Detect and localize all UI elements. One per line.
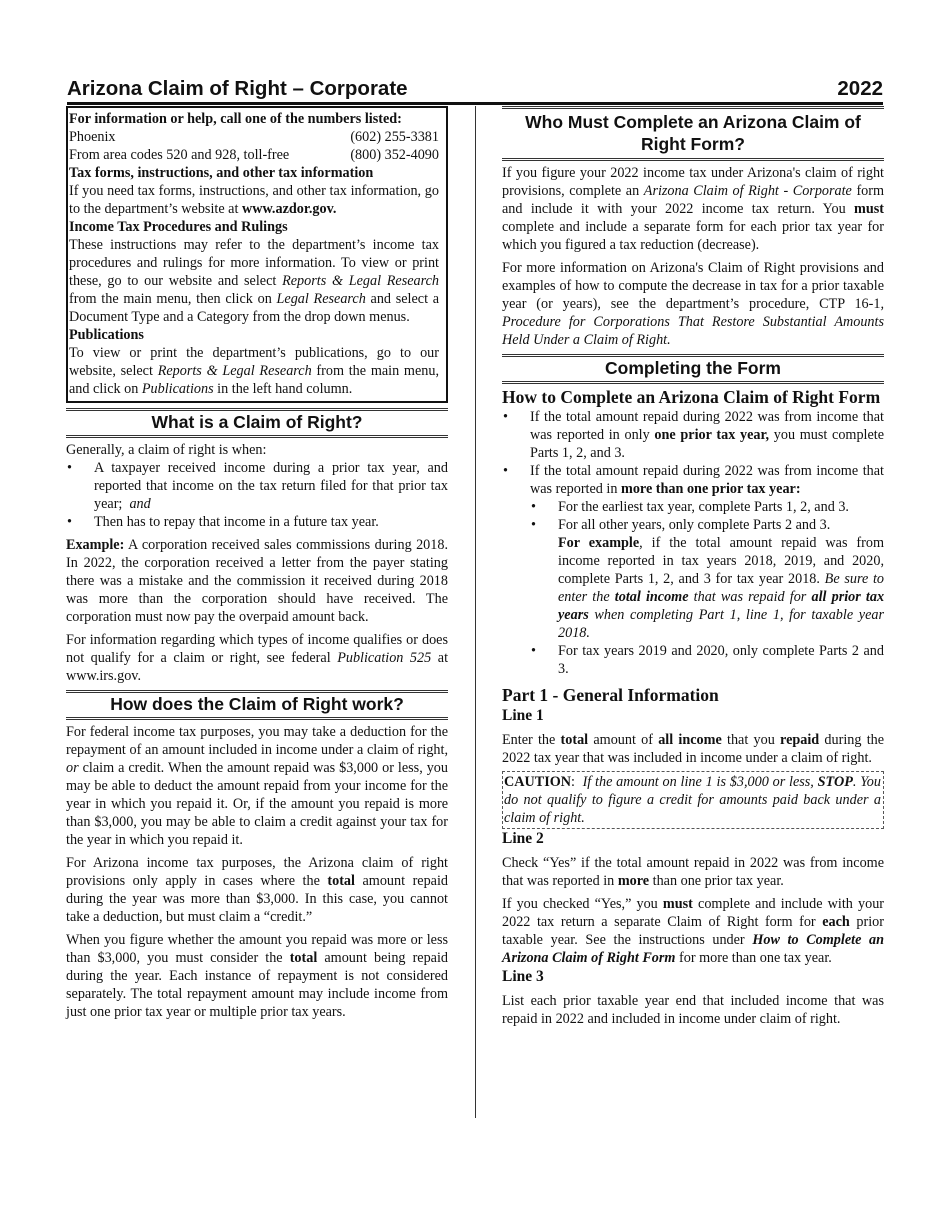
phone-number: (800) 352-4090 — [350, 147, 439, 163]
who-paragraph-1: If you figure your 2022 income tax under Arizona's claim of right provisions, complete an Arizona Claim of Right - Corporate form and include it with your 2022 income tax return. You must complete and include a separate form for each prior tax year for which you figured a tax reduction (decrease). — [502, 165, 885, 253]
list-item: • Then has to repay that income in a future tax year. — [66, 513, 448, 531]
forms-heading: Tax forms, instructions, and other tax information — [69, 165, 374, 181]
info-box — [66, 106, 448, 403]
list-item: • For all other years, only complete Parts 2 and 3. For example, if the total amount repaid was from income reported in tax years 2018, 2019, and 2020, complete Parts 1, 2, and 3 for tax year 2018. Be sure to enter the total income that was repaid for all prior tax years when completing Part 1, line 1, for taxable year 2018. — [530, 516, 884, 642]
what-bullets — [66, 459, 448, 531]
forms-paragraph: If you need tax forms, instructions, and other tax information, go to the department’s website at www.azdor.gov. — [69, 183, 439, 217]
how-paragraph-3: When you figure whether the amount you repaid was more or less than $3,000, you must consider the total amount being repaid during the year. Each instance of repayment is not considered separately. The total repayment amount may include income from just one prior tax year or multiple prior tax years. — [66, 932, 449, 1020]
page-year: 2022 — [837, 77, 883, 100]
part1-heading: Part 1 - General Information — [502, 685, 719, 705]
info-paragraph: For information regarding which types of income qualifies or does not qualify for a claim or right, see federal Publication 525 at www.irs.gov. — [66, 632, 449, 684]
completing-bullets — [502, 408, 884, 678]
list-item: • A taxpayer received income during a prior tax year, and reported that income on the tax return filed for that prior tax year; and — [66, 459, 448, 513]
who-paragraph-2: For more information on Arizona's Claim of Right provisions and examples of how to compute the decrease in tax for a prior taxable year (or years), see the department’s procedure, CTP 16-1, Procedure for Corporations That Restore Substantial Amounts Held Under a Claim of Right. — [502, 260, 884, 348]
phone-label: From area codes 520 and 928, toll-free — [69, 147, 290, 163]
what-intro: Generally, a claim of right is when: — [66, 442, 267, 458]
publications-paragraph: To view or print the department’s publications, go to our website, select Reports & Legal Research from the main menu, and click on Publications in the left hand column. — [69, 345, 440, 397]
page-title: Arizona Claim of Right – Corporate — [67, 77, 408, 100]
list-item: • For tax years 2019 and 2020, only complete Parts 2 and 3. — [530, 642, 884, 678]
line3-paragraph: List each prior taxable year end that included income that was repaid in 2022 and included in income under claim of right. — [502, 993, 884, 1027]
website-link[interactable]: www.azdor.gov. — [241, 201, 337, 217]
rulings-heading: Income Tax Procedures and Rulings — [69, 219, 288, 235]
caution-box: CAUTION: If the amount on line 1 is $3,000 or less, STOP. You do not qualify to figure a credit for amounts paid back under a claim of right. — [502, 771, 884, 829]
sub-bullets — [530, 498, 884, 678]
phone-label: Phoenix — [69, 129, 116, 145]
list-item: • If the total amount repaid during 2022 was from income that was reported in only one prior tax year, you must complete Parts 1, 2, and 3. — [502, 408, 884, 462]
phone-row-tollfree — [69, 146, 439, 164]
right-column — [502, 106, 884, 1028]
info-heading: For information or help, call one of the numbers listed: — [69, 111, 402, 127]
line2-paragraph-1: Check “Yes” if the total amount repaid in 2022 was from income that was reported in more than one prior tax year. — [502, 855, 884, 889]
line2-paragraph-2: If you checked “Yes,” you must complete and include with your 2022 tax return a separate Claim of Right form for each prior taxable year. See the instructions under How to Complete an Arizona Claim of Right Form for more than one tax year. — [502, 896, 885, 966]
example-paragraph: Example: A corporation received sales commissions during 2018. In 2022, the corporation received a letter from the payer stating there was a mistake and the commission it received during 2018 was more than the corporation should have received. The corporation must now pay the overpaid amount back. — [66, 537, 448, 625]
how-paragraph-2: For Arizona income tax purposes, the Arizona claim of right provisions only apply in cases where the total amount repaid during the year was more than $3,000. In this case, you cannot take a deduction, but must claim a “credit.” — [66, 855, 449, 925]
phone-row-phoenix — [69, 128, 439, 146]
phone-number: (602) 255-3381 — [350, 129, 439, 145]
left-column — [66, 106, 448, 1021]
section-heading-what: What is a Claim of Right? — [66, 408, 448, 438]
list-item: • For the earliest tax year, complete Parts 1, 2, and 3. — [530, 498, 884, 516]
line1-paragraph: Enter the total amount of all income that you repaid during the 2022 tax year that was included in income under a claim of right. — [502, 732, 885, 766]
line2-heading: Line 2 — [502, 830, 544, 847]
line3-heading: Line 3 — [502, 968, 544, 985]
page-header — [67, 76, 883, 105]
rulings-paragraph: These instructions may refer to the department’s income tax procedures and rulings for more information. To view or print these, go to our website and select Reports & Legal Research from the main menu, then click on Legal Research and select a Document Type and a Category from the drop down menus. — [69, 237, 440, 325]
column-divider — [475, 106, 476, 1118]
section-heading-completing: Completing the Form — [502, 354, 884, 384]
how-paragraph-1: For federal income tax purposes, you may take a deduction for the repayment of an amount included in income under a claim of right, or claim a credit. When the amount repaid was $3,000 or less, you may be able to deduct the amount repaid from your income for the year in which you repaid it. Or, if the amount you repaid is more than $3,000, you may be able to claim a credit against your tax for the year in which you repaid it. — [66, 724, 448, 848]
how-to-complete-heading: How to Complete an Arizona Claim of Right Form — [502, 387, 881, 407]
line1-heading: Line 1 — [502, 707, 544, 724]
list-item: • If the total amount repaid during 2022 was from income that was reported in more than one prior tax year: • For the earliest tax year, complete Parts 1, 2, and 3. • For all other years, only complete Parts 2 and 3. For example, if the total amount repaid was from income reported in tax years 2018, 2019, and 2020, complete Parts 1, 2, and 3 for tax year 2018. Be sure to enter the total income that was repaid for all prior tax years when completing Part 1, line 1, for taxable year 2018. • For tax years 2019 and 2020, only complete Parts 2 and 3. — [502, 462, 884, 678]
publications-heading: Publications — [69, 327, 144, 343]
section-heading-how: How does the Claim of Right work? — [66, 690, 448, 720]
section-heading-who: Who Must Complete an Arizona Claim of Right Form? — [502, 106, 884, 161]
